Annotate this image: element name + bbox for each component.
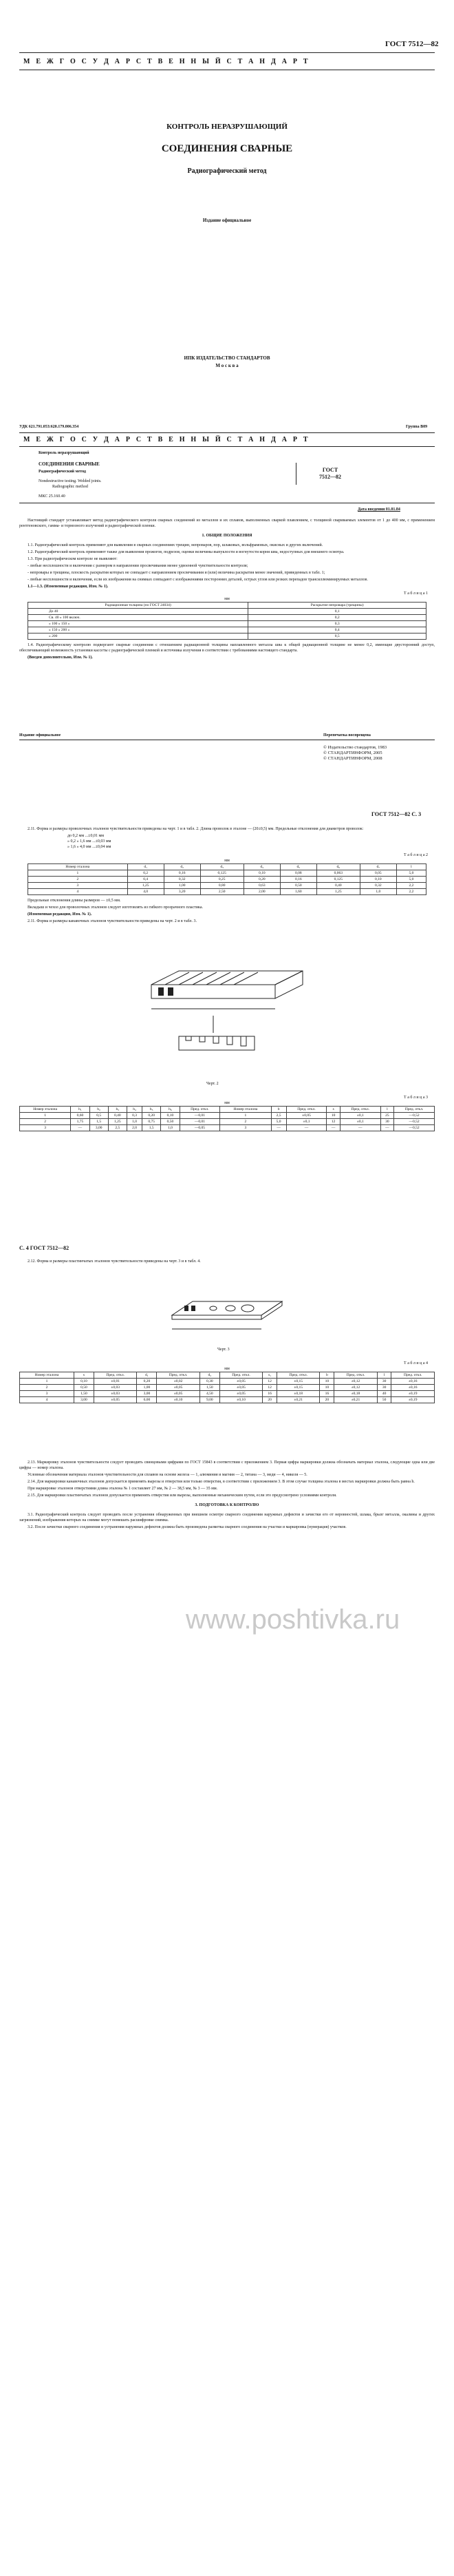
groove-line (165, 972, 189, 985)
paragraph: 2.11. Форма и размеры канавочных эталонов чувствительности приведены на черт. 2 и в табл. 3. (28, 919, 197, 923)
table-cell: 0,30 (199, 1379, 219, 1385)
table-header: Пред. откл. (277, 1372, 320, 1379)
table-header: l (380, 1107, 394, 1113)
table-header: d₄ (244, 864, 280, 870)
amendment-note: 1.1—1.3. (Измененная редакция, Изм. № 1). (28, 585, 109, 589)
table-cell: 1,00 (164, 883, 200, 889)
table-cell: 30 (377, 1385, 391, 1391)
reprint-prohibited: Перепечатка воспрещена (323, 733, 371, 737)
table-cell: ±0,19 (391, 1397, 435, 1403)
table-cell: ±0,1 (340, 1113, 380, 1119)
table-header: l (396, 864, 426, 870)
table-4-block (19, 1361, 435, 1403)
interstate-banner: М Е Ж Г О С У Д А Р С Т В Е Н Н Ы Й С Т А Н Д А Р Т (23, 58, 310, 65)
paragraph: 1.1. Радиографический контроль применяют для выявления в сварных соединениях трещин, непроваров, пор, шлаковых, вольфрамовых, окисных и других включений. (28, 543, 323, 547)
table-cell: ±0,16 (391, 1385, 435, 1391)
body-text (19, 1460, 435, 1531)
table-cell: ±0,05 (219, 1391, 262, 1397)
amendment-note: (Введен дополнительно, Изм. № 1). (28, 656, 93, 660)
table-cell: 2,5 (108, 1125, 127, 1131)
table-header: Пред. откл. (286, 1107, 327, 1113)
table-cell: ±0,19 (391, 1391, 435, 1397)
groove-standard-drawing (138, 957, 316, 1074)
table-cell: 10 (320, 1379, 334, 1385)
table-cell: —0,01 (180, 1119, 220, 1125)
groove-line (206, 972, 230, 985)
table-cell: 1,25 (316, 889, 360, 895)
table-cell: 3,00 (74, 1397, 94, 1403)
table-cell: ±0,1 (286, 1119, 327, 1125)
table-cell: ±0,03 (94, 1391, 136, 1397)
intro-paragraph: Настоящий стандарт устанавливает метод радиографического контроля сварных соединений из металлов и их сплавов, выполненных сваркой плавлением, с толщиной свариваемых элементов от 1 до 400 мм, с применением рентгеновского, гамма- и тормозного излучений и радиографической пленки. (19, 519, 435, 528)
paragraph: 2.12. Форма и размеры пластинчатых эталонов чувствительности приведены на черт. 3 и в табл. 4. (28, 1259, 201, 1264)
amendment-note: (Измененная редакция, Изм. № 1). (28, 912, 92, 917)
table-cell: —0,52 (394, 1125, 435, 1131)
table-cell: 2,0 (127, 1125, 142, 1131)
table-caption: Т а б л и ц а 1 (404, 591, 428, 596)
copyright-block (323, 745, 387, 762)
table-cell: 0,2 (248, 615, 426, 621)
groove-line (193, 972, 217, 985)
paragraph: 1.2. Радиографический контроль применяют также для выявления прожогов, подрезов, оценки величины выпуклости и вогнутости корня шва, недоступных для внешнего осмотра. (28, 550, 345, 554)
table-unit: мм (224, 1367, 230, 1371)
city: М о с к в а (215, 363, 239, 368)
table-cell: 1 (20, 1379, 74, 1385)
table-cell: 4 (20, 1397, 74, 1403)
table-header: s₁ (263, 1372, 277, 1379)
table-cell: ±0,15 (277, 1379, 320, 1385)
section-title: 3. ПОДГОТОВКА К КОНТРОЛЮ (195, 1503, 259, 1507)
table-header: Номер эталона (28, 864, 128, 870)
paragraph: 2.15. Для маркировки пластинчатых эталонов допускается применять отверстия или вырезы, выполненные механическим путем, если это предусмотрено условиями контроля. (28, 1494, 337, 1498)
table-header: d₅ (280, 864, 316, 870)
table-header: d₆ (316, 864, 360, 870)
table-cell: 0,60 (71, 1113, 89, 1119)
table-cell: — (340, 1125, 380, 1131)
table-cell: 0,10 (74, 1379, 94, 1385)
table-cell: ±0,18 (334, 1391, 377, 1397)
table-cell: — (71, 1125, 89, 1131)
table-cell: 20 (263, 1397, 277, 1403)
table-cell: 3 (28, 883, 128, 889)
paragraph: Условные обозначения материала эталонов чувствительности для сплавов на основе железа — 1, алюминия и магния — 2, титана — 3, меди — 4, никеля — 5. (28, 1473, 307, 1477)
table-cell: —0,52 (394, 1113, 435, 1119)
table-cell: ±0,10 (219, 1397, 262, 1403)
hole (226, 1306, 235, 1311)
table-cell: — (271, 1125, 286, 1131)
table-cell: 50 (377, 1397, 391, 1403)
table-header: Пред. откл. (157, 1372, 199, 1379)
table-header: Пред. откл. (391, 1372, 435, 1379)
table-header: h₁ (71, 1107, 89, 1113)
paragraph: 3.1. Радиографический контроль следует проводить после устранения обнаруженных при внешнем осмотре сварного соединения наружных дефектов и зачистки его от неровностей, шлака, брызг металла, окалины и других загрязнений, изображения которых на снимке могут помешать расшифровке снимка. (19, 1513, 435, 1522)
gost-code: 7512—82 (319, 474, 341, 480)
table-cell: —0,01 (180, 1113, 220, 1119)
groove-line (179, 972, 203, 985)
plate-side-face (261, 1301, 282, 1319)
table-cell: 0,08 (280, 870, 316, 877)
lead-marking (158, 987, 164, 996)
heading-kind: Контроль неразрушающий (39, 451, 89, 455)
divider (19, 52, 435, 53)
table-cell: 1,75 (71, 1119, 89, 1125)
table-cell: —0,52 (394, 1119, 435, 1125)
table-cell: 0,50 (161, 1119, 180, 1125)
table-cell: ±0,21 (334, 1397, 377, 1403)
figure-label: Черт. 2 (206, 1082, 219, 1086)
table-header: s (327, 1107, 340, 1113)
table-cell: ±0,05 (286, 1113, 327, 1119)
table-cell: 0,16 (280, 877, 316, 883)
table-cell: 1,0 (360, 889, 396, 895)
table-cell: До 40 (28, 609, 248, 615)
page-header: ГОСТ 7512—82 С. 3 (371, 811, 422, 817)
table-cell: 16 (263, 1391, 277, 1397)
divider (19, 432, 435, 433)
table-cell: 0,40 (316, 883, 360, 889)
paragraph: 2.11. Форма и размеры проволочных эталонов чувствительности приведены на черт. 1 и в табл. 2. Длина проволок в эталоне — (20±0,5) мм. Предельные отклонения для диаметров проволок: (28, 827, 364, 831)
table-header: Пред. откл. (340, 1107, 380, 1113)
table-cell: 30 (380, 1119, 394, 1125)
table-cell: 0,5 (248, 633, 426, 640)
groove-line (220, 972, 244, 985)
paragraph: 1.4. Радиографическому контролю подвергают сварные соединения с отношением радиационной толщины наплавленного металла шва к общей радиационной толщине не менее 0,2, имеющие двусторонний доступ, обеспечивающий возможность установки кассеты с радиографической пленкой и источника излучения в соответствии с требованиями настоящего стандарта. (19, 643, 435, 653)
table-cell: 1,60 (280, 889, 316, 895)
table-cell: 30 (377, 1379, 391, 1385)
table-cell: 1 (220, 1113, 271, 1119)
table-cell: 3 (20, 1391, 74, 1397)
table-unit: мм (224, 1101, 230, 1105)
table-header: h₅ (142, 1107, 161, 1113)
table-cell: ±0,05 (157, 1391, 199, 1397)
table-cell: 0,4 (127, 877, 164, 883)
table-cell: 0,75 (142, 1119, 161, 1125)
table-cell: — (327, 1125, 340, 1131)
table-cell: 10 (327, 1113, 340, 1119)
gost-box (303, 467, 358, 481)
table-cell: 1,25 (108, 1119, 127, 1125)
table-cell: 25 (380, 1113, 394, 1119)
table-cell: 1,5 (89, 1119, 108, 1125)
table-cell: 0,63 (244, 883, 280, 889)
table-cell: ±0,01 (94, 1379, 136, 1385)
table-cell: ±0,18 (277, 1391, 320, 1397)
table-cell: 2,2 (396, 883, 426, 889)
table-header: s (74, 1372, 94, 1379)
table-cell: ±0,05 (94, 1397, 136, 1403)
table-cell: 3 (20, 1125, 71, 1131)
copyright-line: © СТАНДАРТИНФОРМ, 2005 (323, 751, 382, 755)
section-title: 1. ОБЩИЕ ПОЛОЖЕНИЯ (202, 534, 252, 538)
table-cell: 0,32 (360, 883, 396, 889)
mks-code: МКС 25.160.40 (39, 494, 65, 499)
table-cell: » 200 (28, 633, 248, 640)
table-cell: » 100 » 150 » (28, 621, 248, 627)
table-header: d₁ (127, 864, 164, 870)
table-2 (28, 863, 426, 895)
table-cell: » 150 » 200 » (28, 627, 248, 633)
table-cell: ±0,05 (219, 1379, 262, 1385)
table-cell: 12 (263, 1385, 277, 1391)
lead-marking (191, 1306, 195, 1311)
table-cell: Св. 40 » 100 включ. (28, 615, 248, 621)
table-1 (28, 602, 426, 640)
table-header: b (320, 1372, 334, 1379)
table-cell: 3,00 (137, 1391, 157, 1397)
udk: УДК 621.791.053:620.179.006.354 (19, 425, 79, 429)
heading-main: СОЕДИНЕНИЯ СВАРНЫЕ (39, 461, 100, 467)
table-cell: 1,50 (74, 1391, 94, 1397)
table-cell: 1 (20, 1113, 71, 1119)
table-cell: ±0,21 (277, 1397, 320, 1403)
table-cell: 20 (320, 1397, 334, 1403)
english-title-2: Radiographic method (52, 485, 88, 489)
body-text (19, 1259, 435, 1266)
table-cell: 0,125 (200, 870, 244, 877)
group-code: Группа В09 (406, 425, 428, 429)
table-cell: 0,10 (360, 877, 396, 883)
divider (19, 446, 435, 447)
table-cell: ±0,02 (157, 1379, 199, 1385)
table-cell: 0,3 (248, 621, 426, 627)
table-cell: 1,0 (127, 1119, 142, 1125)
table-cell: 2,50 (200, 889, 244, 895)
paragraph: Вкладыш и чехол для проволочных эталонов следует изготовлять из гибкого прозрачного пластика. (28, 905, 203, 910)
paragraph: 2.14. Для маркировки канавочных эталонов допускается применять вырезы и отверстия или только отверстия, в соответствии с приложением 3. В этом случае толщина эталона в местах маркировки должна быть равна h. (28, 1480, 415, 1484)
paragraph: - непровары и трещины, плоскость раскрытия которых не совпадает с направлением просвечивания и (или) величина раскрытия менее значений, приведенных в табл. 1; (28, 571, 325, 575)
table-cell: 1,5 (142, 1125, 161, 1131)
table-header: h₄ (127, 1107, 142, 1113)
heading-method: Радиографический метод (39, 470, 86, 474)
table-cell: 1,0 (161, 1125, 180, 1131)
table-cell: ±0,12 (334, 1385, 377, 1391)
table-unit: мм (224, 597, 230, 601)
table-caption: Т а б л и ц а 2 (404, 853, 428, 857)
table-cell: 0,32 (164, 877, 200, 883)
table-caption: Т а б л и ц а 4 (404, 1361, 428, 1365)
title-method: Радиографический метод (187, 167, 267, 175)
table-cell: ±0,16 (391, 1379, 435, 1385)
table-cell: 3,20 (164, 889, 200, 895)
table-cell: 0,80 (200, 883, 244, 889)
table-cell: 0,10 (244, 870, 280, 877)
table-cell: 0,50 (74, 1385, 94, 1391)
groove-line (234, 972, 258, 985)
table-cell: — (286, 1125, 327, 1131)
hole (210, 1306, 217, 1310)
table-4 (19, 1372, 435, 1403)
table-cell: 3 (220, 1125, 271, 1131)
table-header: d₃ (200, 864, 244, 870)
table-cell: 6,00 (137, 1397, 157, 1403)
table-cell: 0,40 (108, 1113, 127, 1119)
copyright-line: © СТАНДАРТИНФОРМ, 2008 (323, 756, 382, 761)
table-cell: 2 (20, 1385, 74, 1391)
date-of-introduction: Дата введения 01.01.84 (358, 507, 400, 512)
paragraph: 3.2. После зачистки сварного соединения и устранения наружных дефектов должна быть произведена разметка сварного соединения на участки и маркировка (нумерация) участков. (28, 1525, 347, 1529)
table-cell: 1 (28, 870, 128, 877)
table-cell: 12 (263, 1379, 277, 1385)
table-header: h₃ (108, 1107, 127, 1113)
table-cell: 4,0 (127, 889, 164, 895)
table-cell: — (380, 1125, 394, 1131)
table-cell: 0,20 (244, 877, 280, 883)
figure-label: Черт. 3 (217, 1348, 230, 1352)
table-cell: 1,25 (127, 883, 164, 889)
table-cell: 2 (28, 877, 128, 883)
table-cell: 4,50 (199, 1391, 219, 1397)
paragraph: 2.13. Маркировку эталонов чувствительности следует проводить свинцовыми цифрами по ГОСТ 15843 в соответствии с приложением 3. Первая цифра маркировки должна обозначать материал эталона, следующие одна или две цифры — номер эталона. (19, 1460, 435, 1470)
table-cell: 3,00 (89, 1125, 108, 1131)
table-header: Радиационная толщина (по ГОСТ 24034) (28, 603, 248, 609)
paragraph: - любые несплошности и включения с размером в направлении просвечивания менее удвоенной чувствительности контроля; (28, 564, 248, 568)
table-cell: —0,05 (180, 1125, 220, 1131)
table-cell: 0,2 (127, 870, 164, 877)
watermark: www.poshtivka.ru (186, 1604, 400, 1635)
table-header: d₂ (164, 864, 200, 870)
table-cell: 2,00 (244, 889, 280, 895)
table-header: d₁ (137, 1372, 157, 1379)
title-kind: КОНТРОЛЬ НЕРАЗРУШАЮЩИЙ (166, 123, 288, 131)
table-header: l (377, 1372, 391, 1379)
plate-side-face (275, 971, 303, 998)
table-cell: 1,50 (199, 1385, 219, 1391)
english-title-1: Nondestructive testing. Welded joints. (39, 479, 102, 483)
table-cell: 0,3 (127, 1113, 142, 1119)
table-header: Пред. откл. (394, 1107, 435, 1113)
table-cell: 40 (377, 1391, 391, 1397)
table-cell: 5,0 (396, 870, 426, 877)
table-cell: 1,00 (137, 1385, 157, 1391)
table-caption: Т а б л и ц а 3 (404, 1096, 428, 1100)
table-cell: ±0,05 (219, 1385, 262, 1391)
table-cell: 5,0 (271, 1119, 286, 1125)
tolerance-line: » 0,2 » 1,6 мм ...±0,03 мм (67, 839, 111, 844)
table-cell: 10 (320, 1385, 334, 1391)
table-cell: ±0,15 (277, 1385, 320, 1391)
table-cell: 0,25 (200, 877, 244, 883)
table-3-block (19, 1095, 435, 1131)
interstate-banner-2: М Е Ж Г О С У Д А Р С Т В Е Н Н Ы Й С Т А Н Д А Р Т (23, 436, 310, 443)
plate-standard-drawing (158, 1281, 296, 1343)
table-header: b (271, 1107, 286, 1113)
lead-marking (168, 987, 173, 996)
gost-label: ГОСТ (322, 467, 338, 473)
table-header: Пред. откл. (334, 1372, 377, 1379)
section-grooves (186, 1036, 246, 1046)
table-cell: ±0,10 (157, 1397, 199, 1403)
table-cell: 0,05 (360, 870, 396, 877)
table-cell: 0,10 (161, 1113, 180, 1119)
tolerance-line: » 1,6 » 4,0 мм ...±0,04 мм (67, 845, 111, 849)
hole (241, 1305, 254, 1312)
table-header: d₂ (199, 1372, 219, 1379)
table-header: Пред. откл. (180, 1107, 220, 1113)
page-header: С. 4 ГОСТ 7512—82 (19, 1245, 69, 1251)
table-cell: 0,125 (316, 877, 360, 883)
table-header: Номер эталона (20, 1107, 71, 1113)
body-text (19, 826, 435, 925)
table-cell: 2 (220, 1119, 271, 1125)
table-header: Пред. откл. (94, 1372, 136, 1379)
body-text (19, 518, 435, 662)
table-header: Номер эталона (220, 1107, 271, 1113)
table-cell: ±0,03 (94, 1385, 136, 1391)
table-header: h₂ (89, 1107, 108, 1113)
table-cell: 16 (320, 1391, 334, 1397)
table-header: Пред. откл. (219, 1372, 262, 1379)
title-main: СОЕДИНЕНИЯ СВАРНЫЕ (161, 143, 293, 154)
plate-front-face (172, 1315, 261, 1319)
table-header: d₇ (360, 864, 396, 870)
table-cell: 12 (327, 1119, 340, 1125)
paragraph: Предельные отклонения длины размеров — ±0,5 мм. (28, 899, 121, 903)
table-cell: 0,20 (142, 1113, 161, 1119)
table-cell: 2,2 (396, 889, 426, 895)
table-cell: 2 (20, 1119, 71, 1125)
table-cell: 0,16 (164, 870, 200, 877)
table-3 (19, 1106, 435, 1131)
table-cell: ±0,05 (157, 1385, 199, 1391)
paragraph: 1.3. При радиографическом контроле не выявляют: (28, 557, 118, 561)
official-edition: Издание официальное (19, 733, 61, 737)
table-header: Номер эталона (20, 1372, 74, 1379)
gost-number: ГОСТ 7512—82 (385, 40, 439, 48)
edition-note: Издание официальное (202, 218, 252, 223)
paragraph: - любые несплошности и включения, если их изображения на снимках совпадают с изображениями посторонних деталей, острых углов или резких перепадов трансиллюминируемых металлов. (28, 578, 368, 582)
lead-marking (184, 1306, 188, 1311)
standard-heading-block (39, 450, 217, 499)
table-cell: ±0,12 (334, 1379, 377, 1385)
table-header: h₆ (161, 1107, 180, 1113)
table-cell: 5,0 (396, 877, 426, 883)
table-cell: 4 (28, 889, 128, 895)
table-cell: ±0,1 (340, 1119, 380, 1125)
table-cell: 0,50 (280, 883, 316, 889)
table-unit: мм (224, 859, 230, 863)
table-cell: 0,4 (248, 627, 426, 633)
table-cell: 0,5 (89, 1113, 108, 1119)
paragraph: При маркировке эталонов отверстиями длина эталона № 1 составляет 27 мм, № 2 — 38,5 мм, № 3 — 35 мм. (28, 1487, 218, 1491)
tolerance-line: до 0,2 мм ...±0,01 мм (67, 834, 105, 838)
table-cell: 0,20 (137, 1379, 157, 1385)
publisher: ИПК ИЗДАТЕЛЬСТВО СТАНДАРТОВ (184, 355, 270, 361)
table-cell: 0,1 (248, 609, 426, 615)
table-cell: 9,00 (199, 1397, 219, 1403)
table-cell: 0,063 (316, 870, 360, 877)
table-header: Раскрытие непровара (трещины) (248, 603, 426, 609)
copyright-line: © Издательство стандартов, 1983 (323, 745, 387, 750)
table-cell: 2,5 (271, 1113, 286, 1119)
